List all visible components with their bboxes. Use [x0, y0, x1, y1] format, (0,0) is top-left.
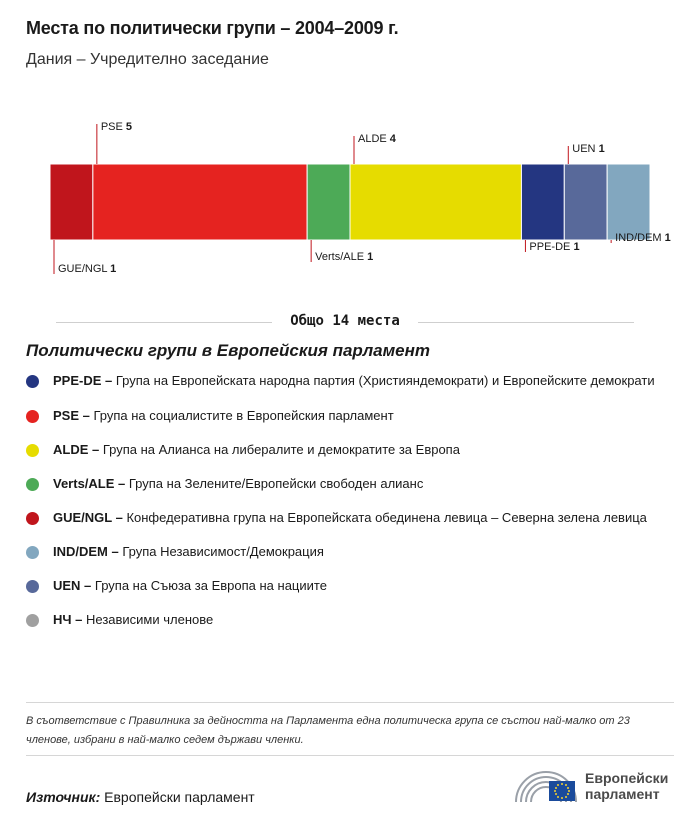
legend-item — [26, 543, 666, 561]
legend-item — [26, 441, 666, 459]
seat-label: IND/DEM 1 — [615, 232, 671, 244]
legend-color-dot — [26, 614, 39, 627]
logo-text — [585, 770, 668, 802]
legend-abbr: PPE-DE – — [53, 373, 116, 388]
footnote: В съответствие с Правилника за дейността на Парламента една политическа група се състои най-малко от 23 членове, избрани в най-малко седем държави членки. — [26, 715, 630, 746]
legend — [26, 372, 666, 629]
bar-segment — [564, 164, 607, 240]
divider-top — [26, 702, 674, 703]
legend-abbr: PSE – — [53, 408, 94, 423]
legend-text: Група на Алианса на либералите и демократите за Европа — [102, 442, 460, 457]
european-parliament-logo — [513, 766, 683, 806]
legend-color-dot — [26, 444, 39, 457]
seat-label: PSE 5 — [100, 121, 133, 133]
bar-segment — [350, 164, 521, 240]
legend-abbr: IND/DEM – — [53, 544, 123, 559]
logo-line1: Европейски — [585, 770, 669, 786]
legend-abbr: Verts/ALE – — [53, 476, 129, 491]
source-text: Европейски парламент — [104, 789, 255, 805]
legend-color-dot — [26, 375, 39, 388]
bar-segment — [50, 164, 93, 240]
seat-label: ALDE 4 — [358, 133, 396, 145]
parliament-hemicycle-icon — [513, 766, 579, 806]
seat-distribution-chart — [0, 120, 700, 300]
legend-text: Конфедеративна група на Европейската обединена левица – Северна зелена левица — [126, 510, 647, 525]
bar-segment — [607, 164, 650, 240]
legend-text: Независими членове — [85, 612, 214, 627]
logo-line2: парламент — [585, 786, 660, 802]
legend-color-dot — [26, 512, 39, 525]
legend-text: Група на Зелените/Европейски свободен алианс — [128, 476, 424, 491]
chart-title: Места по политически групи – 2004–2009 г. — [26, 18, 399, 38]
total-seats-row — [56, 312, 634, 332]
legend-text: Група Независимост/Демокрация — [122, 544, 324, 559]
seat-label: Verts/ALE 1 — [315, 251, 374, 263]
legend-abbr: UEN – — [53, 578, 95, 593]
legend-abbr: НЧ – — [53, 612, 86, 627]
legend-color-dot — [26, 580, 39, 593]
legend-item — [26, 475, 666, 493]
legend-item — [26, 611, 666, 629]
legend-item — [26, 372, 666, 390]
seat-label: GUE/NGL 1 — [58, 263, 117, 275]
legend-color-dot — [26, 410, 39, 423]
legend-text: Група на Съюза за Европа на нациите — [94, 578, 327, 593]
legend-color-dot — [26, 546, 39, 559]
legend-title: Политически групи в Европейския парламент — [26, 341, 431, 360]
bar-segment — [307, 164, 350, 240]
legend-text: Група на социалистите в Европейския парламент — [93, 408, 394, 423]
bar-segment — [93, 164, 307, 240]
legend-item — [26, 509, 666, 527]
seat-label: UEN 1 — [572, 143, 605, 155]
total-seats-label: Общо 14 места — [290, 313, 400, 329]
legend-item — [26, 407, 666, 425]
seat-label: PPE-DE 1 — [529, 241, 580, 253]
legend-abbr: GUE/NGL – — [53, 510, 127, 525]
bar-segment — [521, 164, 564, 240]
source-label: Източник: — [26, 789, 101, 805]
legend-item — [26, 577, 666, 595]
chart-subtitle: Дания – Учредително заседание — [26, 51, 269, 68]
source — [26, 789, 255, 805]
divider-bottom — [26, 755, 674, 756]
legend-text: Група на Европейската народна партия (Християндемократи) и Европейските демократи — [115, 373, 655, 388]
legend-color-dot — [26, 478, 39, 491]
legend-abbr: ALDE – — [53, 442, 103, 457]
